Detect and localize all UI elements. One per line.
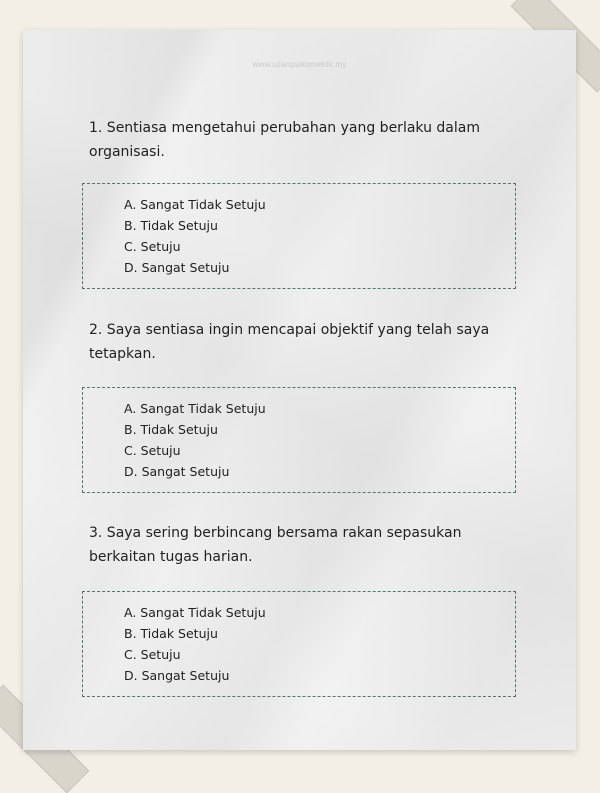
question-1-text: 1. Sentiasa mengetahui perubahan yang berlaku dalam organisasi. [89, 116, 509, 164]
question-1-options [82, 183, 516, 289]
option-d[interactable]: D. Sangat Setuju [124, 461, 515, 482]
question-2-text: 2. Saya sentiasa ingin mencapai objektif yang telah saya tetapkan. [89, 318, 509, 366]
paper-sheet [23, 30, 576, 750]
option-a[interactable]: A. Sangat Tidak Setuju [124, 194, 515, 215]
option-c[interactable]: C. Setuju [124, 644, 515, 665]
question-3-options [82, 591, 516, 697]
option-c[interactable]: C. Setuju [124, 236, 515, 257]
option-a[interactable]: A. Sangat Tidak Setuju [124, 398, 515, 419]
question-2-options [82, 387, 516, 493]
option-c[interactable]: C. Setuju [124, 440, 515, 461]
option-b[interactable]: B. Tidak Setuju [124, 623, 515, 644]
option-b[interactable]: B. Tidak Setuju [124, 215, 515, 236]
question-3-text: 3. Saya sering berbincang bersama rakan sepasukan berkaitan tugas harian. [89, 521, 509, 569]
option-d[interactable]: D. Sangat Setuju [124, 665, 515, 686]
option-a[interactable]: A. Sangat Tidak Setuju [124, 602, 515, 623]
option-b[interactable]: B. Tidak Setuju [124, 419, 515, 440]
option-d[interactable]: D. Sangat Setuju [124, 257, 515, 278]
watermark: www.ujianpsikometrik.my [23, 60, 576, 69]
